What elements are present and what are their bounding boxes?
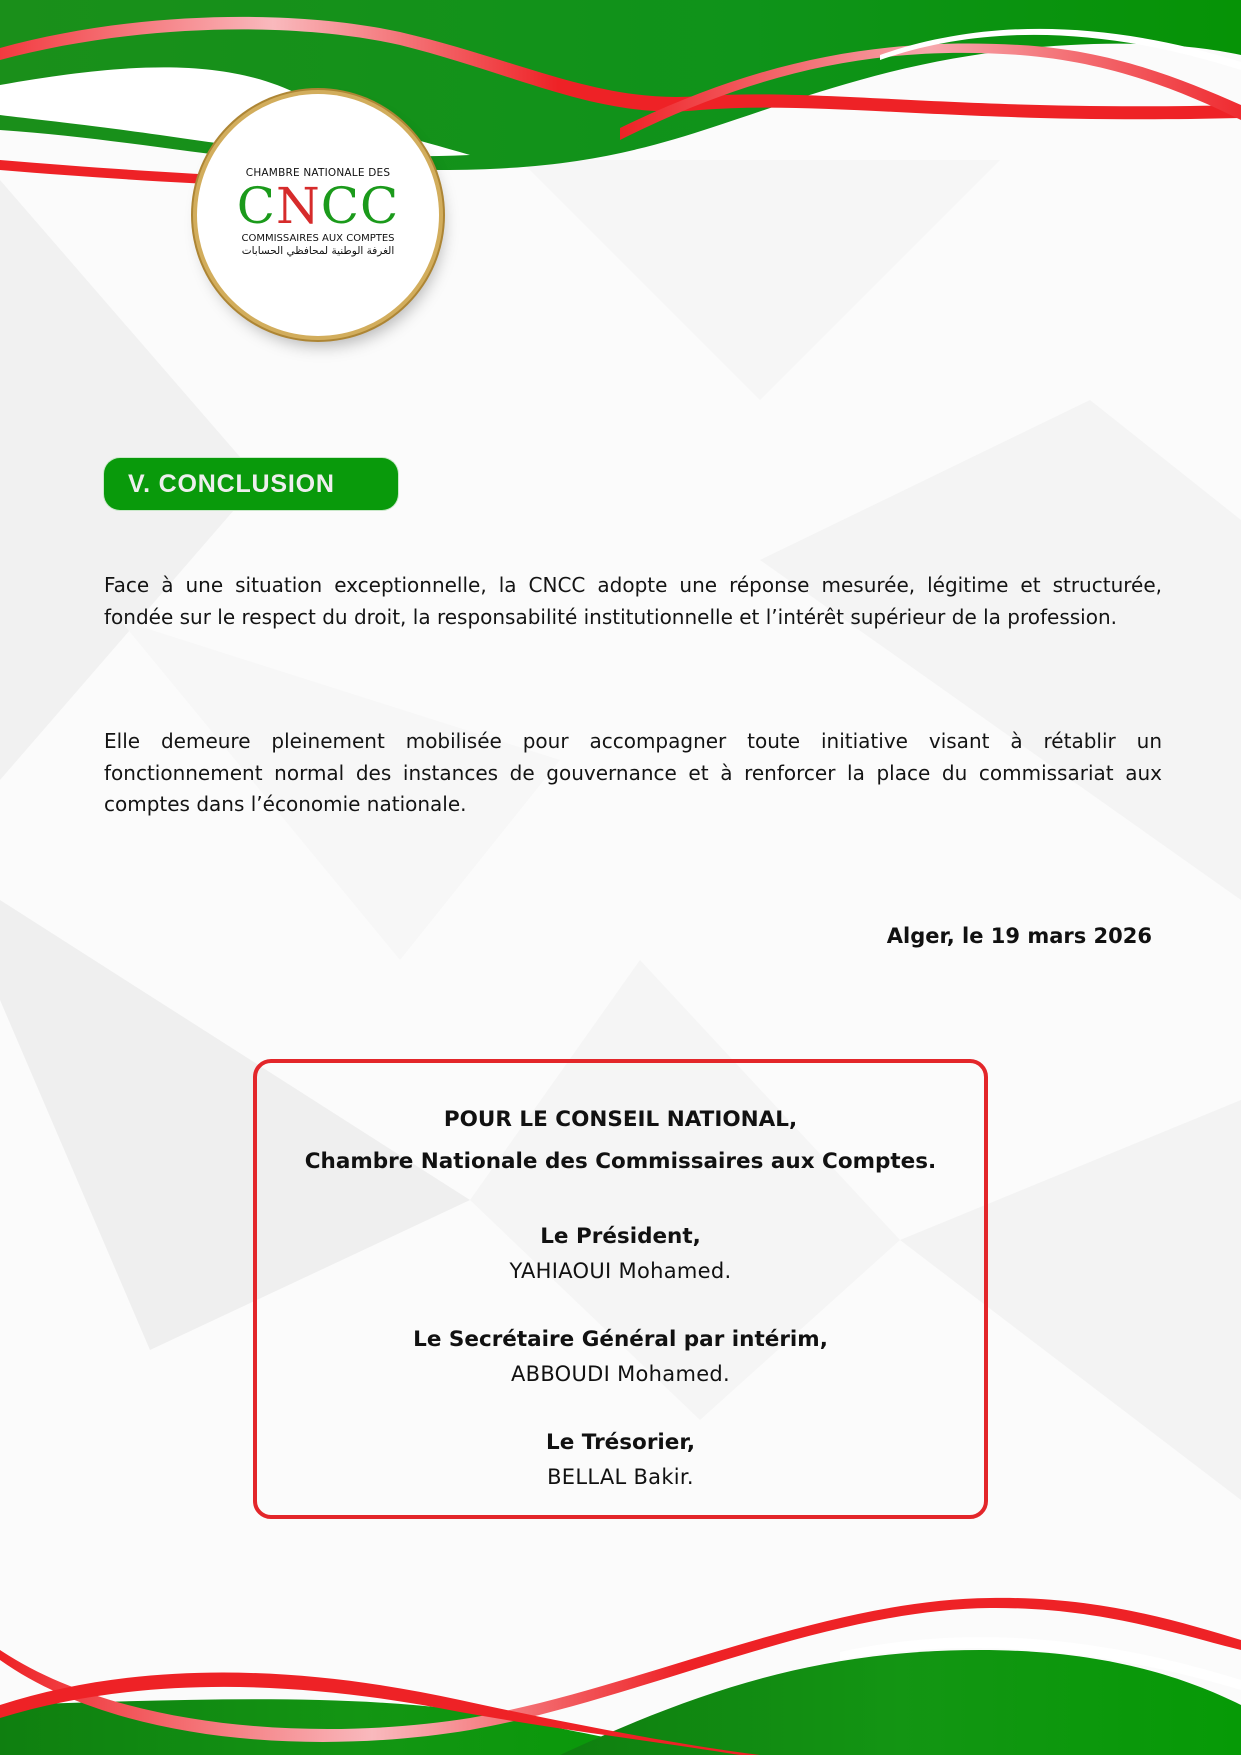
- signature-header-council: POUR LE CONSEIL NATIONAL,: [443, 1107, 798, 1132]
- cncc-logo: [197, 94, 439, 336]
- footer-ribbon-decoration: [0, 1580, 1241, 1755]
- paragraph-1: Face à une situation exceptionnelle, la CNCC adopte une réponse mesurée, légitime et structurée, fondée sur le respect du droit, la responsabilité institutionnelle et l’intérêt supérieur de la profession.: [104, 573, 1162, 629]
- paragraph-2: Elle demeure pleinement mobilisée pour accompagner toute initiative visant à rétablir un fonctionnement normal des instances de gouvernance et à renforcer la place du commissariat aux comptes dans l’économie nationale.: [104, 729, 1162, 816]
- logo-mark-c: C: [236, 177, 276, 235]
- signatory-role-treasurer: Le Trésorier,: [546, 1430, 695, 1455]
- header-ribbon-decoration: [0, 0, 1241, 200]
- logo-mark-cc: CC: [320, 177, 400, 235]
- signatory-name-president: YAHIAOUI Mohamed.: [509, 1259, 732, 1283]
- logo-mark: [236, 177, 400, 235]
- logo-mark-n: N: [276, 177, 321, 235]
- logo-bottom-text: COMMISSAIRES AUX COMPTES: [241, 233, 395, 244]
- section-title: V. CONCLUSION: [128, 469, 335, 498]
- signature-block: [253, 1059, 988, 1519]
- signatory-name-secretary-general: ABBOUDI Mohamed.: [510, 1362, 731, 1386]
- signatory-name-treasurer: BELLAL Bakir.: [547, 1465, 694, 1489]
- signatory-role-president: Le Président,: [540, 1224, 701, 1249]
- logo-arabic-text: الغرفة الوطنية لمحافظي الحسابات: [241, 245, 395, 257]
- signatory-role-secretary-general: Le Secrétaire Général par intérim,: [413, 1327, 828, 1352]
- section-heading-badge: [104, 458, 398, 510]
- place-and-date: Alger, le 19 mars 2026: [886, 924, 1152, 948]
- logo-top-text: CHAMBRE NATIONALE DES: [245, 167, 391, 179]
- signature-header-chamber: Chambre Nationale des Commissaires aux Comptes.: [304, 1149, 937, 1174]
